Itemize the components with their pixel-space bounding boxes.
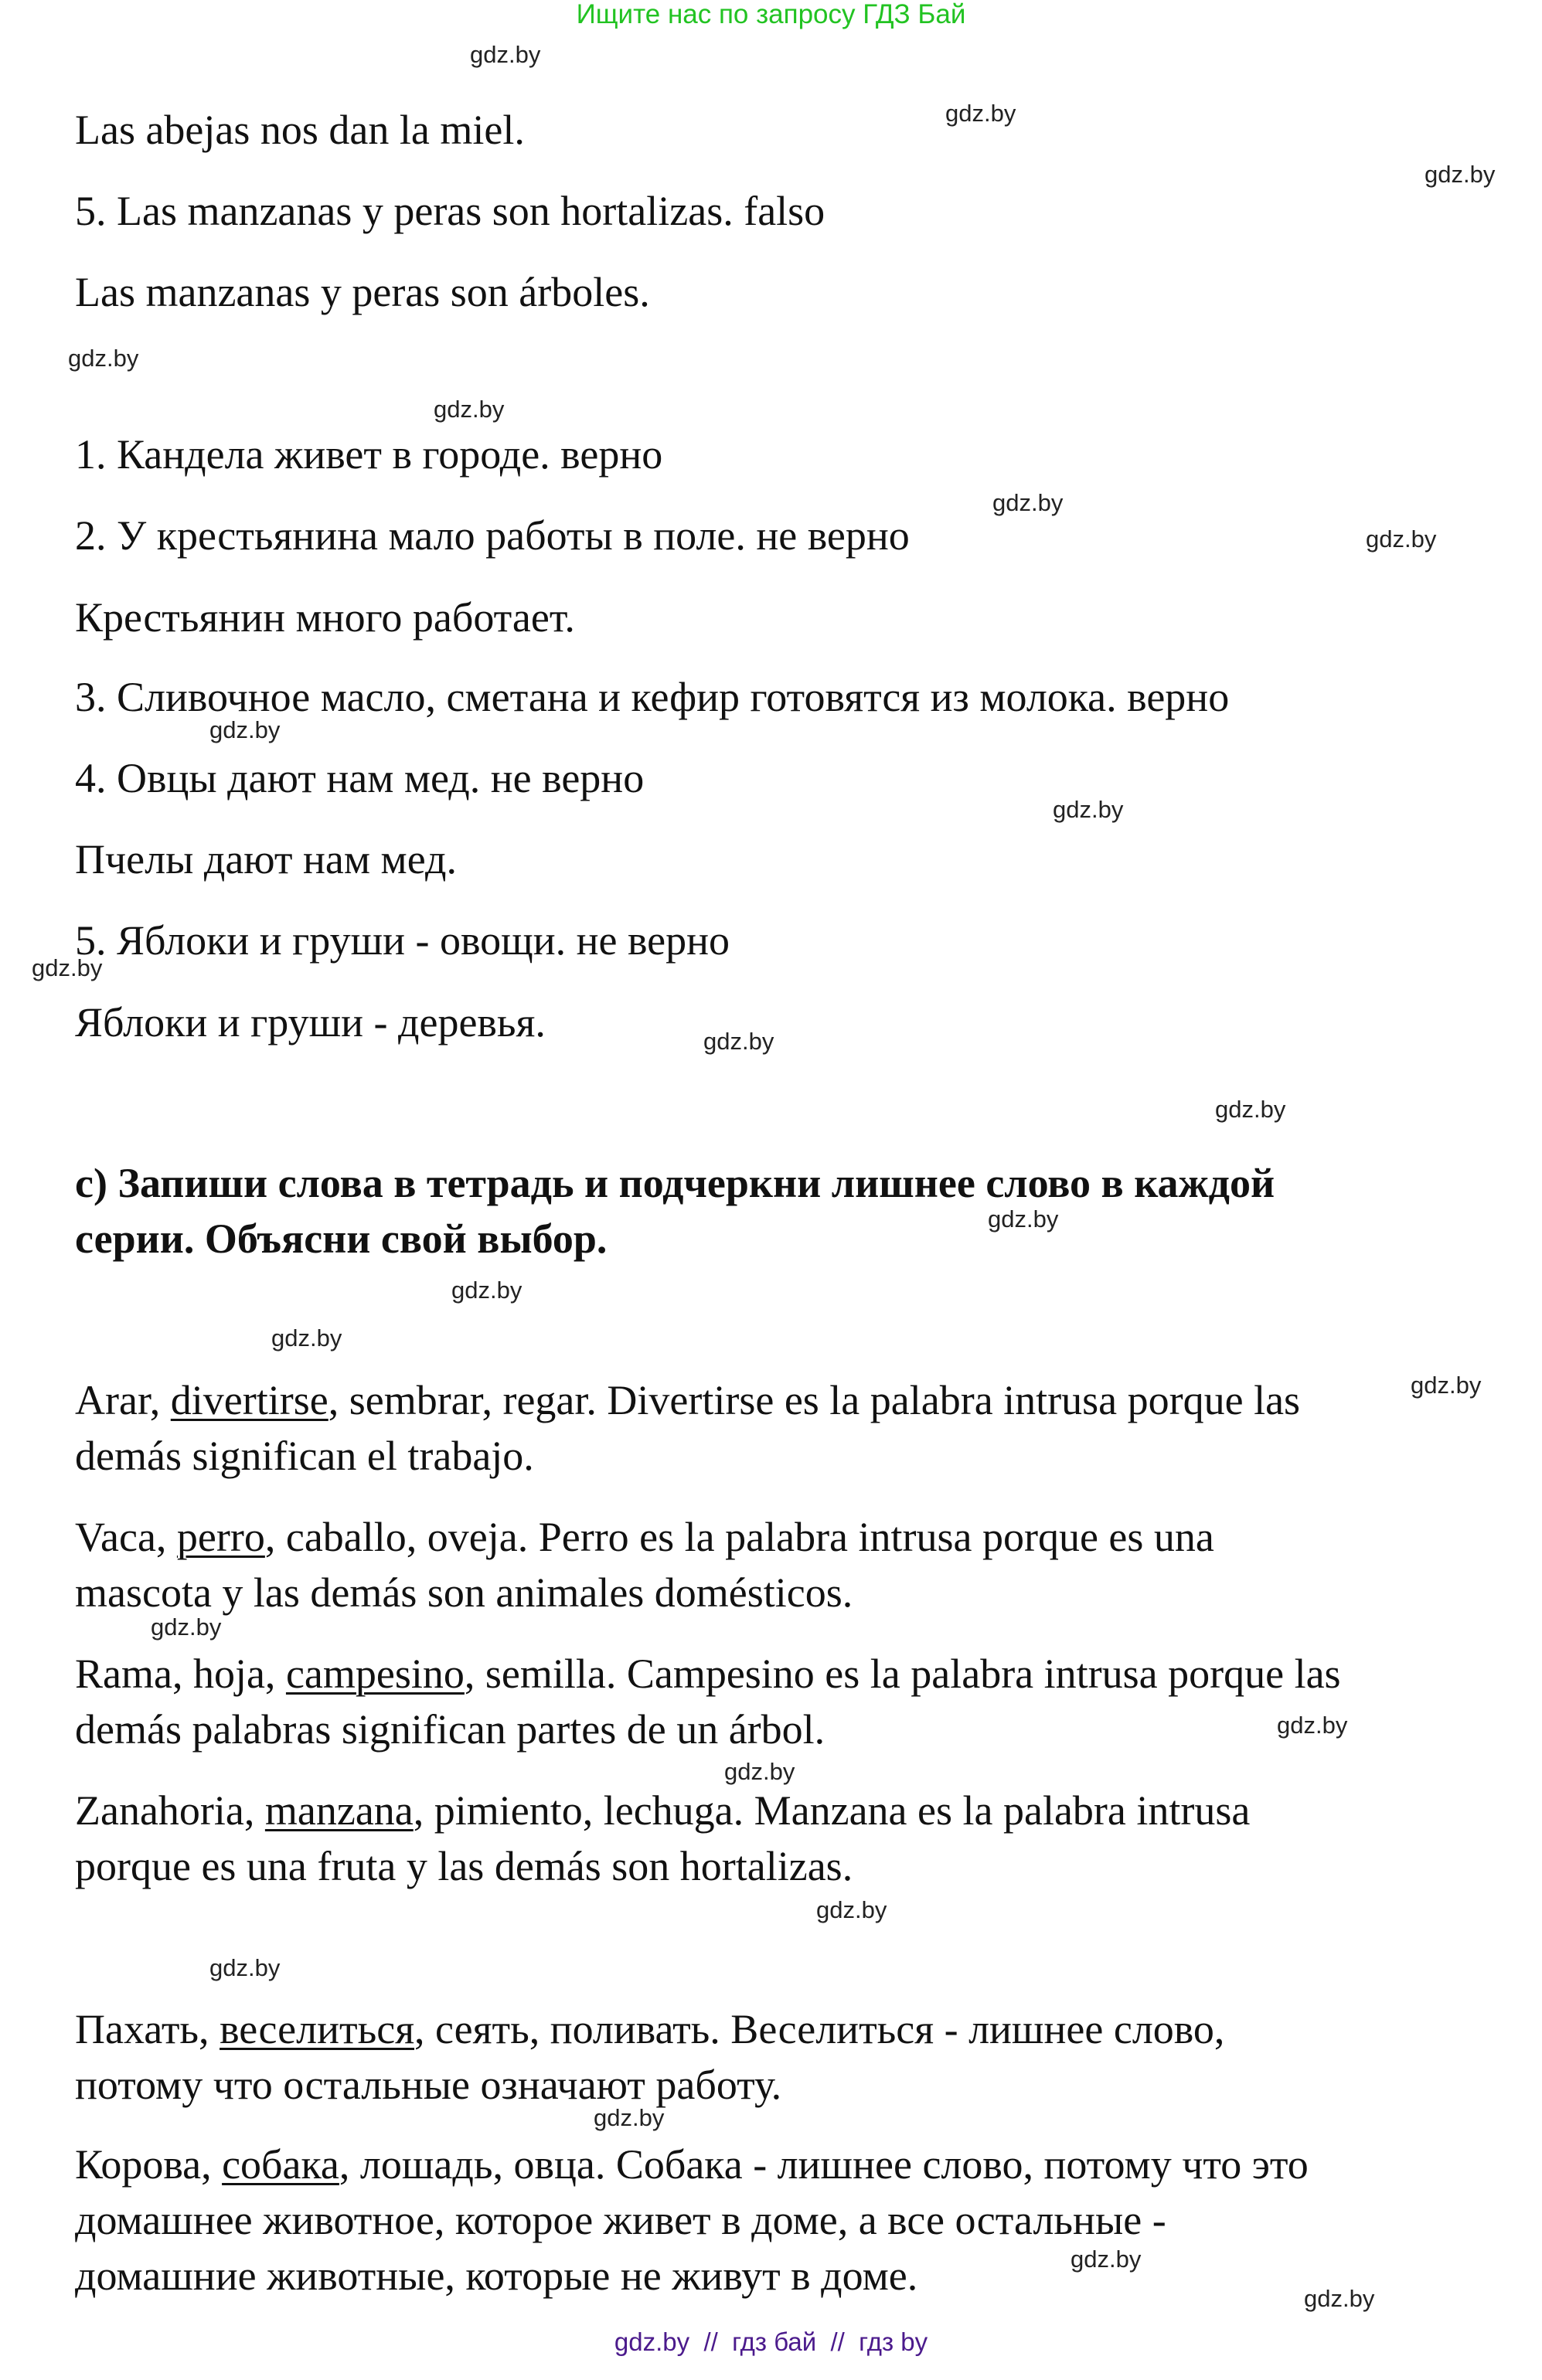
answer-text: Zanahoria, bbox=[75, 1787, 265, 1834]
underlined-word: divertirse bbox=[170, 1377, 328, 1423]
watermark: gdz.by bbox=[594, 2104, 665, 2131]
task-heading: c) Запиши слова в тетрадь и подчеркни лишнее слово в каждой bbox=[75, 1160, 1275, 1206]
answer-text: , semilla. Campesino es la palabra intrusa porque las bbox=[464, 1651, 1341, 1697]
watermark: gdz.by bbox=[1425, 161, 1496, 188]
answer-line: домашнее животное, которое живет в доме, а все остальные - bbox=[75, 2197, 1166, 2243]
answer-line: потому что остальные означают работу. bbox=[75, 2062, 782, 2108]
answer-text: Vaca, bbox=[75, 1514, 177, 1560]
answer-line: домашние животные, которые не живут в доме. bbox=[75, 2252, 918, 2299]
watermark: gdz.by bbox=[992, 489, 1064, 516]
watermark: gdz.by bbox=[68, 345, 139, 372]
answer-line: mascota y las demás son animales domésticos. bbox=[75, 1569, 853, 1616]
answer-text: , sembrar, regar. Divertirse es la palabra intrusa porque las bbox=[328, 1377, 1301, 1423]
answer-line: porque es una fruta y las demás son hortalizas. bbox=[75, 1843, 853, 1889]
task-heading: серии. Объясни свой выбор. bbox=[75, 1216, 608, 1262]
answer-line: 1. Кандела живет в городе. верно bbox=[75, 431, 663, 478]
watermark: gdz.by bbox=[1304, 2285, 1375, 2312]
answer-text: , сеять, поливать. Веселиться - лишнее слово, bbox=[414, 2006, 1225, 2052]
watermark: gdz.by bbox=[1366, 525, 1437, 552]
watermark: gdz.by bbox=[209, 716, 281, 743]
watermark: gdz.by bbox=[271, 1324, 342, 1352]
watermark: gdz.by bbox=[724, 1758, 795, 1785]
answer-line: Крестьянин много работает. bbox=[75, 594, 575, 641]
watermark: gdz.by bbox=[151, 1613, 222, 1640]
answer-text: , pimiento, lechuga. Manzana es la palabra intrusa bbox=[413, 1787, 1251, 1834]
underlined-word: собака bbox=[222, 2141, 339, 2188]
answer-text: , caballo, oveja. Perro es la palabra intrusa porque es una bbox=[264, 1514, 1214, 1560]
answer-text: Arar, bbox=[75, 1377, 171, 1423]
answer-line: 5. Яблоки и груши - овощи. не верно bbox=[75, 917, 730, 964]
watermark: gdz.by bbox=[1053, 796, 1124, 823]
answer-line bbox=[75, 1376, 1300, 1424]
answer-text: Корова, bbox=[75, 2141, 223, 2188]
answer-text: , лошадь, овца. Собака - лишнее слово, потому что это bbox=[339, 2141, 1309, 2188]
answer-text: Rama, hoja, bbox=[75, 1651, 286, 1697]
answer-line bbox=[75, 1787, 1250, 1834]
watermark: gdz.by bbox=[434, 396, 505, 423]
answer-line: 2. У крестьянина мало работы в поле. не верно bbox=[75, 512, 910, 559]
watermark: gdz.by bbox=[32, 954, 103, 981]
underlined-word: веселиться bbox=[220, 2006, 415, 2052]
underlined-word: campesino bbox=[285, 1651, 465, 1697]
underlined-word: perro bbox=[176, 1514, 265, 1560]
underlined-word: manzana bbox=[264, 1787, 414, 1834]
answer-line: Las manzanas y peras son árboles. bbox=[75, 269, 650, 315]
watermark: gdz.by bbox=[988, 1205, 1059, 1232]
answer-line: 5. Las manzanas y peras son hortalizas. falso bbox=[75, 188, 825, 234]
watermark: gdz.by bbox=[703, 1028, 774, 1055]
watermark: gdz.by bbox=[209, 1954, 281, 1981]
watermark: gdz.by bbox=[451, 1277, 523, 1304]
watermark: gdz.by bbox=[1411, 1372, 1482, 1399]
answer-line: 4. Овцы дают нам мед. не верно bbox=[75, 755, 645, 801]
footer-links[interactable]: gdz.by // гдз бай // гдз by bbox=[614, 2327, 928, 2356]
answer-line bbox=[75, 2005, 1224, 2053]
answer-line: 3. Сливочное масло, сметана и кефир готовятся из молока. верно bbox=[75, 674, 1230, 720]
watermark: gdz.by bbox=[1215, 1096, 1286, 1123]
watermark: gdz.by bbox=[945, 100, 1016, 127]
answer-line: Яблоки и груши - деревья. bbox=[75, 999, 546, 1046]
answer-line: Пчелы дают нам мед. bbox=[75, 836, 457, 882]
watermark: gdz.by bbox=[1277, 1712, 1348, 1739]
answer-line bbox=[75, 1650, 1341, 1698]
watermark: gdz.by bbox=[1071, 2246, 1142, 2273]
promo-banner[interactable]: Ищите нас по запросу ГДЗ Бай bbox=[576, 0, 966, 29]
watermark: gdz.by bbox=[816, 1896, 887, 1923]
watermark: gdz.by bbox=[470, 41, 541, 68]
answer-text: Пахать, bbox=[75, 2006, 220, 2052]
answer-line: demás palabras significan partes de un árbol. bbox=[75, 1706, 825, 1753]
answer-line bbox=[75, 1513, 1214, 1561]
answer-line: demás significan el trabajo. bbox=[75, 1433, 534, 1479]
answer-line bbox=[75, 2140, 1309, 2188]
answer-line: Las abejas nos dan la miel. bbox=[75, 107, 525, 153]
